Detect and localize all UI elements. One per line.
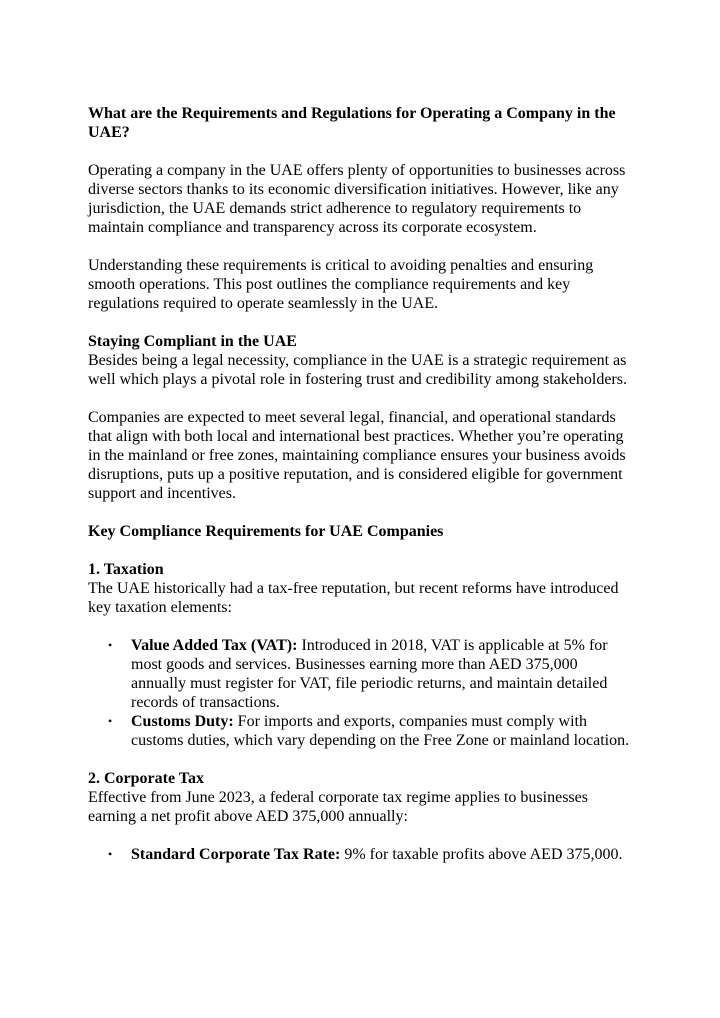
intro-paragraph: Understanding these requirements is critical to avoiding penalties and ensuring smooth operations. This post outlines the compliance requirements and key regulations required to operate seamlessly in the UAE. xyxy=(88,257,594,312)
section-heading-staying-compliant: Staying Compliant in the UAE xyxy=(88,333,297,350)
subheading-corporate-tax: 2. Corporate Tax xyxy=(88,770,204,787)
list-item xyxy=(108,712,636,750)
document-title: What are the Requirements and Regulations for Operating a Company in the UAE? xyxy=(88,105,616,141)
bullet-icon: • xyxy=(108,638,113,652)
intro-paragraph: Operating a company in the UAE offers plenty of opportunities to businesses across diverse sectors thanks to its economic diversification initiatives. However, like any jurisdiction, the UAE demands strict adherence to regulatory requirements to maintain compliance and transparency across its corporate ecosystem. xyxy=(88,162,626,236)
corporate-tax-bullet-list xyxy=(88,845,636,864)
list-item-text: Introduced in 2018, VAT is applicable at 5% for most goods and services. Businesses earning more than AED 375,000 annually must register for VAT, file periodic returns, and maintain detailed records of transactions. xyxy=(131,637,608,711)
bullet-icon: • xyxy=(108,714,113,728)
document-page xyxy=(88,104,636,883)
list-item-text: 9% for taxable profits above AED 375,000. xyxy=(340,846,623,863)
list-item-label: Value Added Tax (VAT): xyxy=(131,637,298,654)
list-item xyxy=(108,636,636,712)
list-item-label: Standard Corporate Tax Rate: xyxy=(131,846,341,863)
body-paragraph: Besides being a legal necessity, compliance in the UAE is a strategic requirement as well which plays a pivotal role in fostering trust and credibility among stakeholders. xyxy=(88,352,627,388)
body-paragraph: Companies are expected to meet several legal, financial, and operational standards that align with both local and international best practices. Whether you’re operating in the mainland or free zones, maintaining compliance ensures your business avoids disruptions, puts up a positive reputation, and is considered eligible for government support and incentives. xyxy=(88,409,626,502)
list-item xyxy=(108,845,636,864)
list-item-text: For imports and exports, companies must comply with customs duties, which vary depending on the Free Zone or mainland location. xyxy=(131,713,630,749)
taxation-bullet-list xyxy=(88,636,636,750)
body-paragraph: Effective from June 2023, a federal corporate tax regime applies to businesses earning a net profit above AED 375,000 annually: xyxy=(88,789,588,825)
list-item-label: Customs Duty: xyxy=(131,713,234,730)
body-paragraph: The UAE historically had a tax-free reputation, but recent reforms have introduced key taxation elements: xyxy=(88,580,619,616)
subheading-taxation: 1. Taxation xyxy=(88,561,164,578)
section-heading-key-requirements: Key Compliance Requirements for UAE Companies xyxy=(88,523,444,540)
bullet-icon: • xyxy=(108,847,113,861)
